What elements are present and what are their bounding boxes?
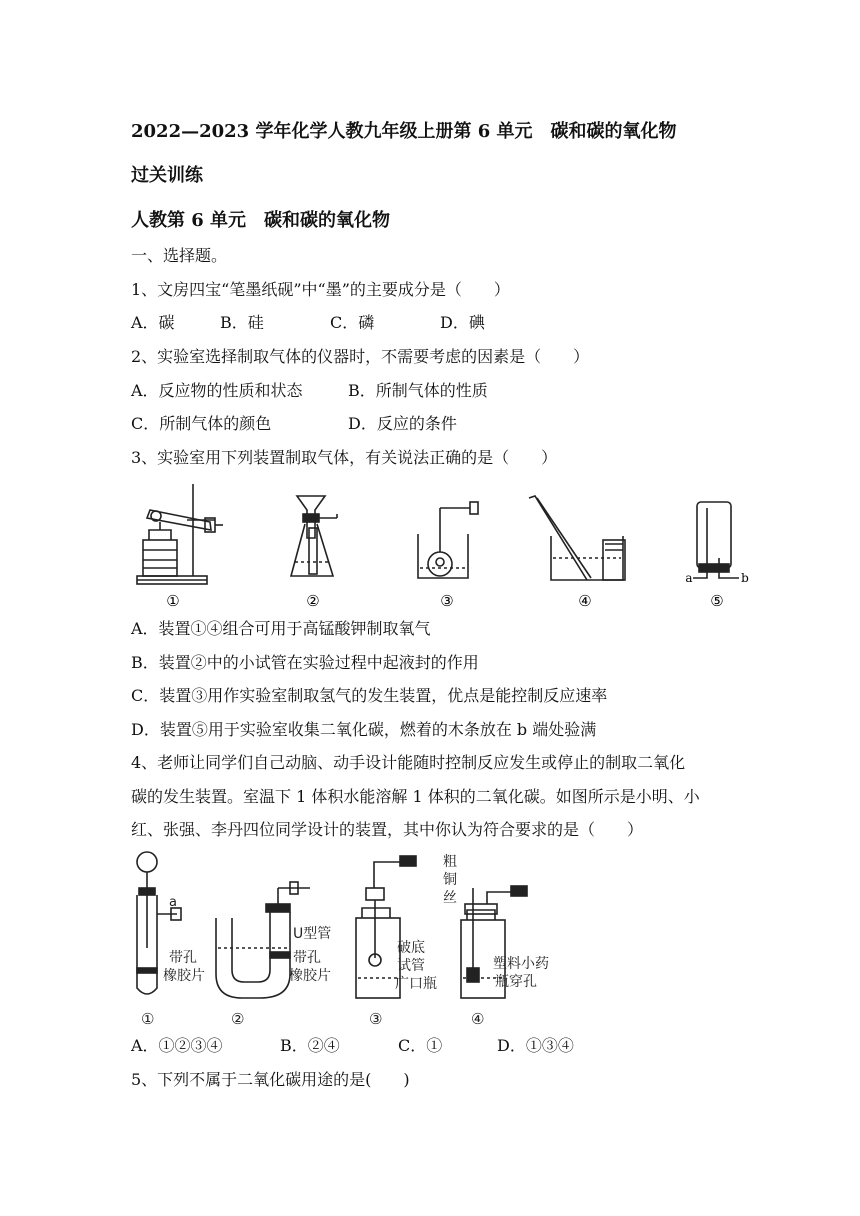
q4-label-broken-tube: 破底 — [397, 940, 425, 956]
q4-label-broken-tube-b: 试管 — [397, 958, 425, 974]
q3-option-c: C．装置③用作实验室制取氢气的发生装置，优点是能控制反应速率 — [131, 686, 608, 705]
q4-option-c: C．① — [398, 1036, 443, 1055]
q1-option-a: A．碳 — [131, 313, 175, 332]
q5-stem: 5、下列不属于二氧化碳用途的是( ) — [131, 1070, 410, 1089]
q4-label-a: a — [169, 895, 177, 910]
q3-option-d: D．装置⑤用于实验室收集二氧化碳，燃着的木条放在 b 端处验满 — [131, 720, 597, 739]
q4-apparatus-figure — [125, 848, 595, 1030]
q3-port-b: b — [741, 571, 749, 585]
section-heading: 一、选择题。 — [131, 246, 228, 265]
apparatus-5-gas-bottle — [693, 502, 739, 578]
q4-label-wide-bottle: 广口瓶 — [395, 976, 437, 992]
q4-label-perforated-2: 带孔 — [293, 950, 321, 966]
q3-port-a: a — [685, 571, 693, 585]
q4-stem-line1: 4、老师让同学们自己动脑、动手设计能随时控制反应发生或停止的制取二氧化 — [131, 753, 686, 772]
q2-option-b: B．所制气体的性质 — [348, 381, 488, 400]
q3-option-a: A．装置①④组合可用于高锰酸钾制取氧气 — [131, 619, 431, 638]
q3-fig-label-4: ④ — [578, 592, 592, 610]
apparatus-3-beaker-flask — [418, 502, 478, 578]
q3-fig-label-5: ⑤ — [710, 592, 724, 610]
q2-option-c: C．所制气体的颜色 — [131, 414, 272, 433]
q4-label-u-tube: U型管 — [293, 926, 332, 942]
q4-label-perforated-2b: 橡胶片 — [289, 968, 331, 984]
apparatus-4-trough — [529, 496, 625, 580]
q2-option-d: D．反应的条件 — [348, 414, 457, 433]
q4-stem-line2: 碳的发生装置。室温下 1 体积水能溶解 1 体积的二氧化碳。如图所示是小明、小 — [131, 787, 700, 806]
q3-fig-label-1: ① — [166, 592, 180, 610]
q3-figure-labels — [166, 571, 749, 610]
q4-label-plastic-2: 瓶穿孔 — [495, 974, 537, 990]
q4-option-d: D．①③④ — [497, 1036, 574, 1055]
q4-label-perforated-1b: 橡胶片 — [163, 968, 205, 984]
q3-apparatus-figure — [125, 478, 765, 610]
q1-option-b: B．硅 — [220, 313, 264, 332]
q4-fig-label-3: ③ — [369, 1010, 383, 1028]
apparatus-1-heating — [137, 484, 223, 584]
q1-option-d: D．碘 — [440, 313, 485, 332]
q4-label-copper-3: 丝 — [443, 890, 457, 906]
apparatus-2-flask-funnel — [291, 496, 337, 576]
q4-option-a: A．①②③④ — [131, 1036, 223, 1055]
q3-option-b: B．装置②中的小试管在实验过程中起液封的作用 — [131, 653, 479, 672]
q4-label-plastic-1: 塑料小药 — [493, 956, 549, 972]
q2-stem: 2、实验室选择制取气体的仪器时，不需要考虑的因素是（ ） — [131, 347, 590, 366]
q1-option-c: C．磷 — [330, 313, 375, 332]
q3-stem: 3、实验室用下列装置制取气体，有关说法正确的是（ ） — [131, 448, 558, 467]
q4-option-b: B．②④ — [280, 1036, 340, 1055]
q4-stem-line3: 红、张强、李丹四位同学设计的装置，其中你认为符合要求的是（ ） — [131, 820, 644, 839]
q4-fig-label-1: ① — [141, 1010, 155, 1028]
q3-fig-label-2: ② — [306, 592, 320, 610]
doc-title-line2: 过关训练 — [131, 165, 203, 186]
q1-stem: 1、文房四宝“笔墨纸砚”中“墨”的主要成分是（ ） — [131, 280, 510, 299]
doc-subtitle: 人教第 6 单元 碳和碳的氧化物 — [131, 210, 391, 231]
doc-title-line1: 2022—2023 学年化学人教九年级上册第 6 单元 碳和碳的氧化物 — [131, 121, 677, 142]
q3-fig-label-3: ③ — [440, 592, 454, 610]
q4-fig-label-2: ② — [231, 1010, 245, 1028]
q2-option-a: A．反应物的性质和状态 — [131, 381, 303, 400]
q4-label-copper-2: 铜 — [443, 872, 457, 888]
q4-label-perforated-1: 带孔 — [169, 950, 197, 966]
q4-fig-label-4: ④ — [471, 1010, 485, 1028]
q4-label-copper-1: 粗 — [443, 854, 457, 870]
